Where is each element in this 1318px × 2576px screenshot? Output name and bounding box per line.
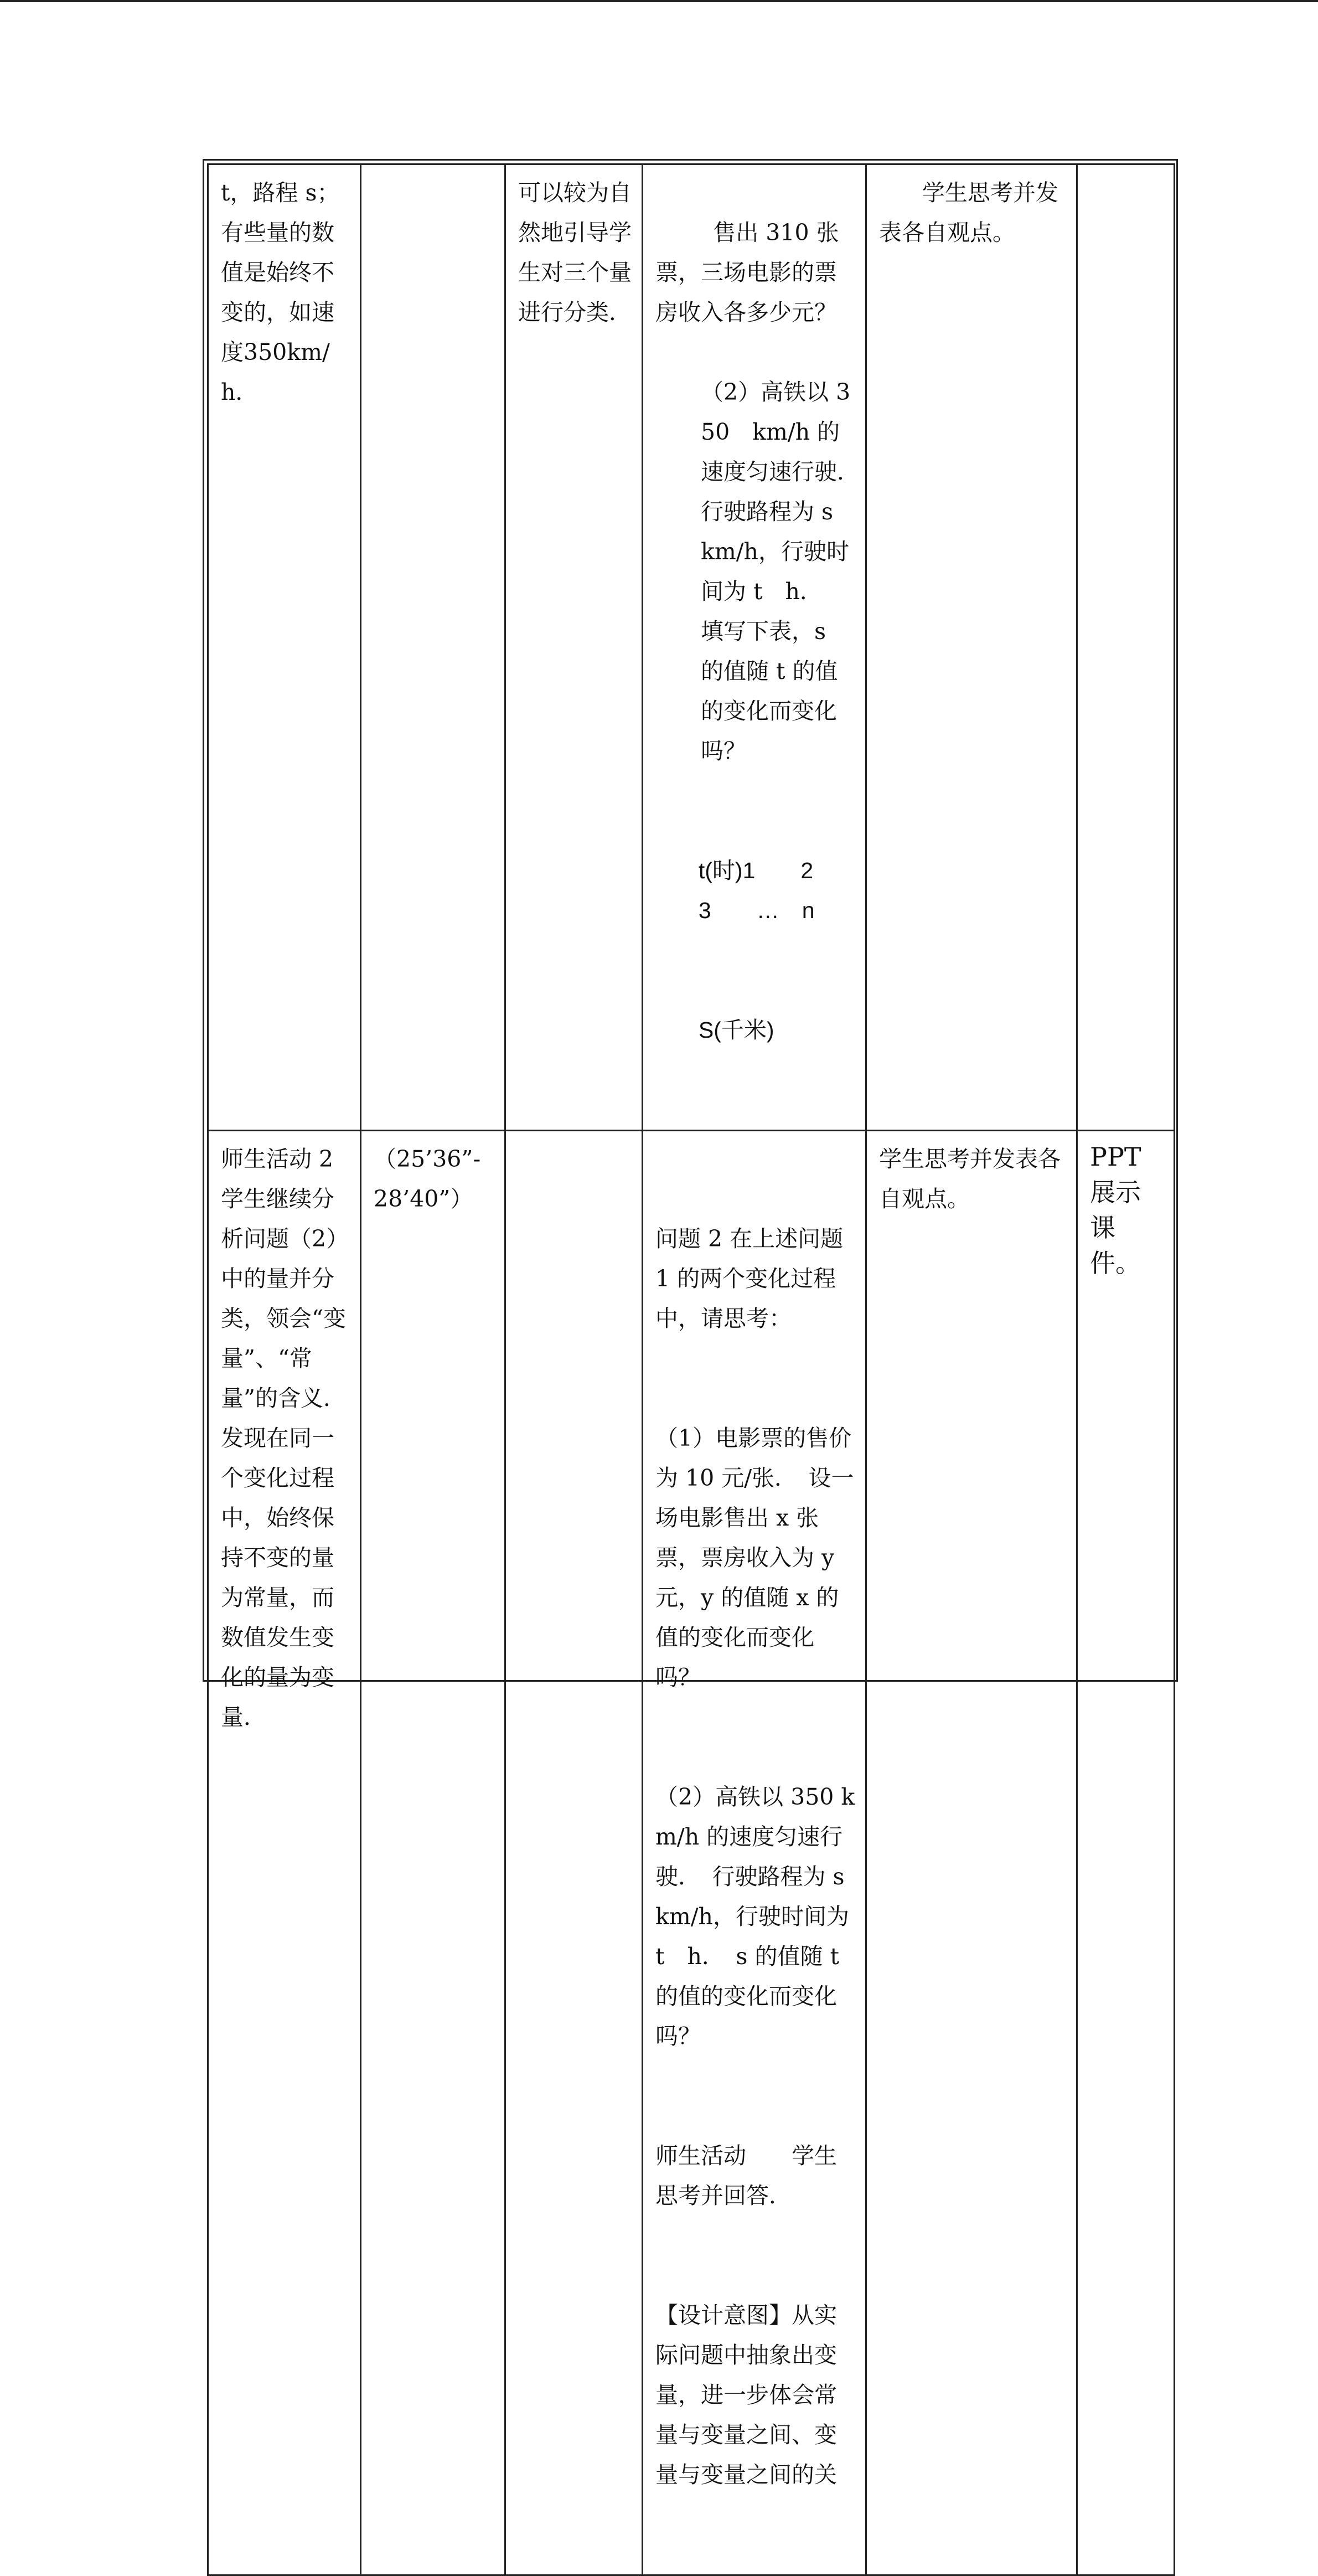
- table-cell: [866, 164, 1077, 1131]
- cell-paragraph: 问题 2 在上述问题 1 的两个变化过程中，请思考：: [655, 1225, 851, 1332]
- cell-content: [643, 1131, 865, 2574]
- table-cell: [643, 164, 871, 1131]
- cell-text: [1078, 165, 1174, 173]
- cell-paragraph: （1）电影票的售价为 10 元/张． 设一场电影售出 x 张票，票房收入为 y 元，y 的值随 x 的值的变化而变化吗？: [655, 1425, 854, 1691]
- cell-paragraph: （2）高铁以 350 km/h 的速度匀速行驶． 行驶路程为 s km/h，行驶时间为 t h． s 的值随 t 的值的变化而变化吗？: [655, 1784, 856, 2049]
- table-row: [208, 1131, 1175, 2575]
- cell-text: 学生思考并发表各自观点。: [879, 179, 1058, 246]
- cell-paragraph: 【设计意图】从实际问题中抽象出变量，进一步体会常量与变量之间、变量与变量之间的关: [655, 2302, 837, 2488]
- table-cell: [1077, 1131, 1175, 2575]
- cell-text: 可以较为自然地引导学生对三个量进行分类．: [518, 179, 632, 326]
- table-cell: [1077, 164, 1175, 1131]
- table-cell: [866, 1131, 1077, 2575]
- page-top-border: [0, 0, 1318, 2]
- table-cell: [208, 1131, 361, 2575]
- cell-text: PPT 展示课件。: [1090, 1142, 1150, 1278]
- cell-paragraph: S(千米): [698, 1017, 774, 1043]
- table-cell: [361, 1131, 505, 2575]
- table-cell: [505, 164, 643, 1131]
- table-cell: [643, 1131, 866, 2575]
- cell-paragraph: （2）高铁以 350 km/h 的速度匀速行驶． 行驶路程为 s km/h，行驶时间为 t h． 填写下表，s 的值随 t 的值的变化而变化吗？: [701, 379, 871, 764]
- lesson-plan-table: [207, 163, 1175, 2576]
- table-cell: [361, 164, 505, 1131]
- table-cell: [505, 1131, 643, 2575]
- table-row: [208, 164, 1175, 1131]
- cell-text: [506, 1131, 642, 1139]
- table-cell: [208, 164, 361, 1131]
- cell-text: 学生思考并发表各自观点。: [879, 1146, 1061, 1212]
- cell-paragraph: 师生活动 学生思考并回答．: [655, 2142, 837, 2209]
- cell-paragraph: t(时)1 2 3 … n: [698, 858, 859, 923]
- cell-content: [643, 165, 871, 1130]
- cell-paragraph: 售出 310 张票，三场电影的票房收入各多少元？: [655, 219, 839, 326]
- cell-text: [361, 165, 504, 173]
- cell-text: 师生活动 2 学生继续分析问题（2）中的量并分类，领会“变量”、“常量”的含义．发现在同一个变化过程中，始终保持不变的量为常量，而数值发生变化的量为变量．: [221, 1146, 349, 1730]
- cell-text: t，路程 s；有些量的数值是始终不变的，如速度350km/h．: [221, 179, 340, 405]
- cell-text: （25’36”-28’40”）: [374, 1146, 481, 1212]
